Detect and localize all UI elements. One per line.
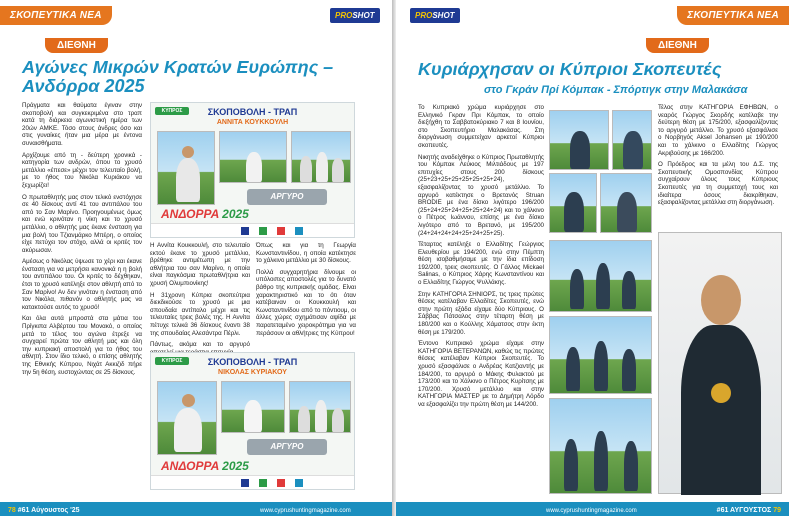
podium-photo [549, 240, 652, 312]
podium-figure [596, 263, 610, 309]
page-number-value: 78 [8, 507, 16, 514]
podium-figure [622, 271, 636, 309]
article-title: Κυριάρχησαν οι Κύπριοι Σκοπευτές [418, 59, 722, 79]
sponsor-logo-icon [259, 479, 267, 487]
proshot-logo [410, 8, 460, 23]
podium-figure [566, 347, 580, 391]
andorra-year: 2025 [222, 459, 249, 473]
logo-part-a: PRO [415, 11, 433, 20]
article-column-1 [418, 104, 544, 413]
portrait-photo [658, 232, 782, 494]
athlete-photo [612, 110, 652, 170]
podium-figure [298, 406, 310, 432]
paragraph: Η 31χρονη Κύπρια σκοπεύτρια διεκδικούσε το χρυσό με μια σπουδαία αντίπαλο μέχρι και τις τελευταίες τρεις βολές της. Η Αννίτα πέτυχε τελικά 36 δίσκους έναντι 38 της σπουδαίας Αλεσάντρα Πέρλι. [150, 291, 250, 337]
athlete-photo [549, 110, 609, 170]
podium-figure [622, 349, 636, 391]
podium-figure [594, 341, 608, 391]
page-number [717, 507, 781, 514]
paragraph: Όπως και για τη Γεωργία Κωνσταντινίδου, η οποία κατέκτησε το χάλκινο μετάλλιο με 30 δίσκους. [256, 242, 356, 265]
paragraph: Έντονο Κυπριακό χρώμα είχαμε στην ΚΑΤΗΓΟΡΙΑ ΒΕΤΕΡΑΝΩΝ, καθώς τις πρώτες θέσεις κατέλαβαν Κύπριοι Σκοπευτές. Το χρυσό εξασφάλισε ο Ανδρέας Κατζιαντής με 184/200, το αργυρό ο Μάκης Φυλακτού με 173/200 και το Χάλκινο ο Πέτρος Κυρίτσης με 170/200. Χρυσό μετάλλιο και στην ΚΑΤΗΓΟΡΙΑ ΜΑΣΤΕΡ με το Δημήτρη Λόρδο να εξασφαλίζει την πρώτη θέση με 144/200. [418, 340, 544, 408]
right-page [396, 0, 789, 516]
sponsor-logo-icon [277, 479, 285, 487]
paragraph: Ο Πρόεδρος και τα μέλη του Δ.Σ. της Σκοπευτικής Ομοσπονδίας Κύπρου συγχαίρουν όλους τους Κύπριους Σκοπευτές για τη συμμετοχή τους και ιδιαίτερα όσους διακρίθηκαν, εξασφαλίζοντας μετάλλια στη διοργάνωση. [658, 161, 778, 207]
shooter-figure [244, 400, 262, 432]
shooting-photo [219, 131, 287, 183]
category-tag: ΔΙΕΘΝΗ [646, 38, 709, 53]
logo-part-b: SHOT [432, 11, 455, 20]
proshot-logo [330, 8, 380, 23]
issue-label: #61 ΑΥΓΟΥΣΤΟΣ [716, 507, 772, 514]
sponsor-logo-icon [241, 479, 249, 487]
medal-icon [711, 383, 731, 403]
country-badge: ΚΥΠΡΟΣ [155, 357, 189, 365]
section-label: ΣΚΟΠΕΥΤΙΚΑ ΝΕΑ [0, 6, 112, 25]
athlete-photo [157, 381, 217, 455]
podium-photo [289, 381, 351, 433]
country-badge: ΚΥΠΡΟΣ [155, 107, 189, 115]
podium-photo [549, 398, 652, 494]
medal-banner-silver: ΑΡΓΥΡΟ [247, 189, 327, 205]
athlete-figure [570, 131, 590, 169]
paragraph: Η Αννίτα Κουκκουλή, στο τελευταίο εκτού έκανε το χρυσό μετάλλιο, βρέθηκε αντιμέτωπη με την αθλήτρια του σαν Μαρίνο, η οποία είναι παγκόσμια πρωταθλήτρια και χρυσή Ολυμπιονίκης! [150, 242, 250, 287]
page-number-value: 79 [773, 507, 781, 514]
athlete-name: ΑΝΝΙΤΑ ΚΟΥΚΚΟΥΛΗ [216, 119, 289, 126]
card-heading: ΣΚΟΠΟΒΟΛΗ - ΤΡΑΠ [207, 357, 298, 367]
medal-banner-silver: ΑΡΓΥΡΟ [247, 439, 327, 455]
sponsor-logo-icon [295, 479, 303, 487]
podium-figure [300, 156, 312, 182]
sponsor-strip [151, 223, 354, 237]
shooting-photo [221, 381, 285, 433]
athlete-photo [549, 173, 597, 233]
athlete-figure [623, 131, 643, 169]
article-title: Αγώνες Μικρών Κρατών Ευρώπης – Ανδόρρα 2025 [22, 57, 334, 96]
athlete-figure [176, 158, 200, 202]
footer-url[interactable]: www.cyprushuntingmagazine.com [260, 508, 351, 514]
section-label: ΣΚΟΠΕΥΤΙΚΑ ΝΕΑ [677, 6, 789, 25]
article-column-1 [22, 102, 142, 380]
podium-figure [594, 431, 608, 491]
paragraph: Νικητής αναδείχθηκε ο Κύπριος Πρωταθλητής του Κόμπακ Λεύκιος Μιλτιάδους με 197 επιτυχίες στους 200 δίσκους (25+23+25+25+25+25+25+24), εξασφαλίζοντας το χρυσό μετάλλιο. Το αργυρό κατέκτησε ο Βρετανός Struan BRODIE με ένα δίσκο λιγότερο 196/200 (25+24+25+24+25+25+24+24) και το χάλκινο ο Πέτρος Ιωάννου, επίσης με ένα δίσκο λιγότερο από το Βρετανό, με 195/200 (24+24+24+24+25+24+25+25). [418, 153, 544, 237]
logo-part-b: SHOT [352, 11, 375, 20]
andorra-word: ΑΝΔΟΡΡΑ [161, 207, 219, 221]
podium-photo [291, 131, 351, 183]
podium-figure [624, 441, 638, 491]
paragraph: Πολλά συγχαρητήρια δίνουμε οι υπόλοιπες αποστολές για το δυνατό βάθρο της κυπριακής ομάδας. Είναι χαρακτηριστικό και το ότι όταν κατέβαιναν οι Κουκκουλή και Κωνσταντινίδου από το πόντιουμ, οι άλλες χώρες σχημάτισαν αψίδα με παρατεταμένο χειροκρότημα για να περάσουν οι αθλήτριες της Κύπρου! [256, 268, 356, 337]
paragraph: Πάντως, ακόμα και το αργυρό [150, 341, 250, 349]
andorra-logo [161, 207, 249, 221]
athlete-head [182, 394, 195, 407]
paragraph: Το Κυπριακό χρώμα κυριάρχησε στο Ελληνικό Γκραν Πρι Κόμπακ, το οποίο διεξήχθη το Σαββατοκύριακο 7 και 8 Ιουνίου, στο Σκοπευτήριο Μαλακάσας. Στη διοργάνωση συμμετείχαν αρκετοί Κύπριοι σκοπευτές. [418, 104, 544, 149]
sponsor-strip [151, 475, 354, 489]
paragraph: Και όλα αυτά μπροστά στα μάτια του Πρίγκιπα Αλβέρτου του Μονακό, ο οποίος μετά το τέλος του αγώνα έτρεξε να συγχαρεί πρώτα τον αθλητή μας και όλη την κυπριακή αποστολή για το ήθος του αθλητή. Στον ίδιο τελικό, ο επίσης αθλητής της Εθνικής Κύπρου, Νιχάτ Ακκιζιδ πήρε την 5η θέση, ευστοχώντας σε 25 δίσκους. [22, 315, 142, 376]
athlete-photo [157, 131, 215, 205]
left-page [0, 0, 392, 516]
portrait-figure [681, 325, 761, 495]
category-tag: ΔΙΕΘΝΗ [45, 38, 108, 53]
paragraph: Τέταρτος κατέληξε ο Ελλαδίτης Γεώργιος Ελευθερίου με 194/200, ενώ στην Πέμπτη θέση ισοβαθμήσαμε με την ίδια επίδοση 192/200, τρεις σκοπευτές. Ο Γάλλος Mickael Salinas, ο Κύπριος Χάρης Κωνσταντίνου και ο Ελλαδίτης Γιώργος Ψυλλάκης. [418, 241, 544, 287]
paragraph: Τέλος στην ΚΑΤΗΓΟΡΙΑ ΕΦΗΒΩΝ, ο νεαρός Γιώργος Σκορδής κατέλαβε την δεύτερη θέση με 175/200, εξασφαλίζοντας το αργυρό μετάλλιο. Το χρυσό εξασφάλισε ο Νορβηγός Aksel Johansen με 190/200 και το χάλκινο ο Ελλαδίτης Γιώργος Ακριβούσης με 166/200. [658, 104, 778, 157]
logo-part-a: PRO [335, 11, 353, 20]
podium-figure [570, 269, 584, 309]
andorra-logo [161, 459, 249, 473]
paragraph: Αρχίζουμε από τη - δεύτερη χρονικά - κατηγορία των ανδρών, όπου το χρυσό μετάλλιο «έπεσε» μέχρι τον τελευταίο βολή, με το ήθος του Νικόλα Κυριάκου να ξεχωρίζει! [22, 151, 142, 189]
athlete-card-koukkouli [150, 102, 355, 238]
podium-figure [332, 158, 344, 182]
article-subtitle: στο Γκράν Πρί Κόμπακ - Σπόρτιγκ στην Μαλακάσα [484, 84, 748, 96]
sponsor-logo-icon [277, 227, 285, 235]
article-column-3 [256, 242, 356, 341]
athlete-figure [617, 192, 637, 232]
paragraph: Ο πρωταθλητής μας στον τελικό ενστόχησε σε 40 δίσκους αντί 41 του αντιπάλου του από το Σαν Μαρίνο. Προηγουμένως όμως και ενώ κρινόταν η νίκη και το χρυσό μετάλλιο, ο αθλητής μας έκανε ένσταση για μια βολή του Τζιανμάρκο Μπέρη, ο οποίος είχε πετύχει τον στόχο, αλλά οι κριτές τον ακύρωσαν. [22, 193, 142, 254]
podium-figure [564, 439, 578, 491]
athlete-figure [174, 408, 202, 452]
portrait-head [701, 275, 741, 325]
podium-figure [316, 152, 328, 182]
podium-figure [332, 408, 344, 432]
sponsor-logo-icon [241, 227, 249, 235]
andorra-year: 2025 [222, 207, 249, 221]
podium-figure [315, 400, 327, 432]
issue-label: #61 Αύγουστος '25 [17, 507, 80, 514]
article-column-2 [150, 242, 250, 360]
athlete-name: ΝΙΚΟΛΑΣ ΚΥΡΙΑΚΟΥ [218, 369, 287, 376]
andorra-word: ΑΝΔΟΡΡΑ [161, 459, 219, 473]
paragraph: Αμέσως ο Νικόλας ύψωσε το χέρι και έκανε ένσταση για να μετρήσει κανονικά η η βολή του αντιπάλου του. Οι κριτές το δέχθηκαν, έτσι το χρυσό κατέληξε στον αθλητή από το Σαν Μαρίνο! Αν δεν γινόταν η ένσταση από τον Νικόλα, πιθανόν ο αθλητής μας να κατακτούσε αυτός το χρυσό! [22, 258, 142, 311]
footer-url[interactable]: www.cyprushuntingmagazine.com [546, 508, 637, 514]
athlete-figure [564, 192, 584, 232]
athlete-card-kyriakou [150, 352, 355, 490]
sponsor-logo-icon [295, 227, 303, 235]
podium-photo [549, 316, 652, 394]
page-number [8, 507, 80, 514]
card-heading: ΣΚΟΠΟΒΟΛΗ - ΤΡΑΠ [207, 107, 298, 117]
athlete-head [182, 146, 194, 158]
shooter-figure [246, 152, 262, 182]
paragraph: Στην ΚΑΤΗΓΟΡΙΑ ΣΗΝΙΟΡΣ, τις τρεις πρώτες θέσεις κατέλαβαν Ελλαδίτες Σκοπευτές, ενώ στην πρώτη εξάδα είχαμε δύο Κύπριους. Ο Σάββας Πάτσαλος στην τέταρτη θέση με 180/200 και ο Κούλλης Χάματσος στην έκτη θέση με 179/200. [418, 290, 544, 336]
article-column-3 [658, 104, 778, 211]
sponsor-logo-icon [259, 227, 267, 235]
athlete-photo [600, 173, 652, 233]
paragraph: Πράγματα και θαύματα έγιναν στην σκοποβολή και συγκεκριμένα στο τραπ κατά τη διάρκεια αγωνιστική ημέρα των 20ών ΑΜΚΕ. Τόσο στους άνδρες όσο και στις γυναίκες ήταν μια μέρα με έντονα συναισθήματα. [22, 102, 142, 147]
